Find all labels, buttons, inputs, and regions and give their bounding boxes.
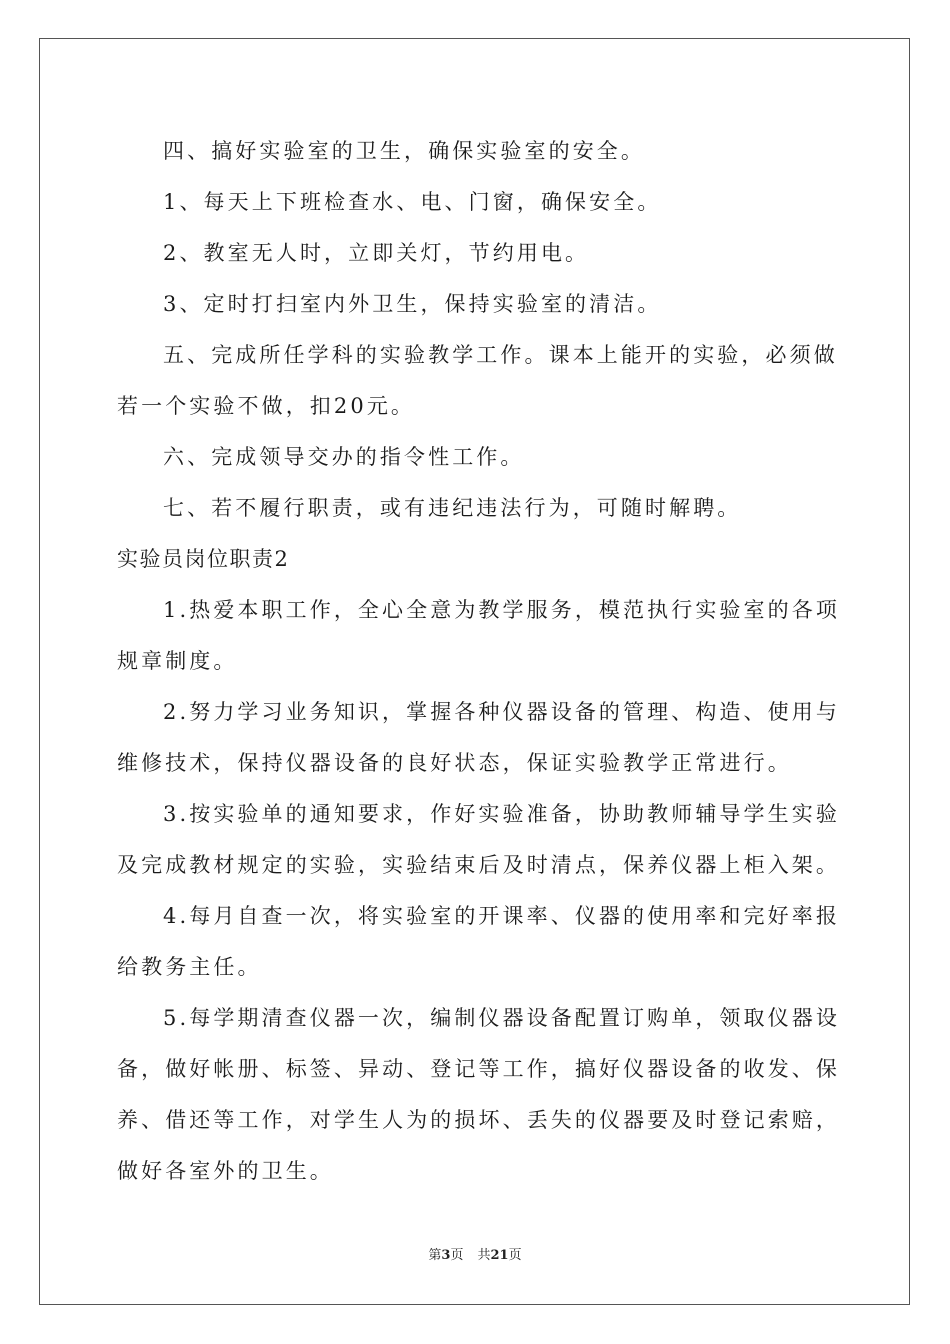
current-page-number: 3 bbox=[441, 1248, 451, 1263]
total-page-count: 21 bbox=[490, 1248, 509, 1263]
duty-1-line1: 1.热爱本职工作，全心全意为教学服务，模范执行实验室的各项 bbox=[163, 598, 840, 622]
duty-5-line1: 5.每学期清查仪器一次，编制仪器设备配置订购单，领取仪器设 bbox=[163, 1006, 840, 1030]
total-prefix: 共 bbox=[477, 1248, 491, 1263]
duty-5-line4: 做好各室外的卫生。 bbox=[117, 1159, 334, 1183]
paragraph-item-1: 1、每天上下班检查水、电、门窗，确保安全。 bbox=[163, 190, 662, 214]
document-body bbox=[117, 126, 840, 1197]
duty-4-line1: 4.每月自查一次，将实验室的开课率、仪器的使用率和完好率报 bbox=[163, 904, 840, 928]
duty-3-line2: 及完成教材规定的实验，实验结束后及时清点，保养仪器上柜入架。 bbox=[117, 853, 840, 877]
paragraph-item-3: 3、定时打扫室内外卫生，保持实验室的清洁。 bbox=[163, 292, 662, 316]
paragraph-section-six: 六、完成领导交办的指令性工作。 bbox=[163, 445, 525, 469]
duty-1-line2: 规章制度。 bbox=[117, 649, 238, 673]
page-prefix: 第 bbox=[428, 1248, 442, 1263]
duty-5-line3: 养、借还等工作，对学生人为的损坏、丢失的仪器要及时登记索赔， bbox=[117, 1108, 840, 1132]
duty-5-line2: 备，做好帐册、标签、异动、登记等工作，搞好仪器设备的收发、保 bbox=[117, 1057, 840, 1081]
section-heading: 实验员岗位职责2 bbox=[117, 547, 290, 571]
paragraph-section-five-line1: 五、完成所任学科的实验教学工作。课本上能开的实验，必须做 bbox=[163, 343, 838, 367]
page-footer bbox=[0, 1246, 950, 1266]
page-suffix: 页 bbox=[450, 1248, 464, 1263]
duty-2-line2: 维修技术，保持仪器设备的良好状态，保证实验教学正常进行。 bbox=[117, 751, 792, 775]
duty-2-line1: 2.努力学习业务知识，掌握各种仪器设备的管理、构造、使用与 bbox=[163, 700, 840, 724]
paragraph-item-2: 2、教室无人时，立即关灯，节约用电。 bbox=[163, 241, 590, 265]
paragraph-section-four: 四、搞好实验室的卫生，确保实验室的安全。 bbox=[163, 139, 645, 163]
paragraph-section-seven: 七、若不履行职责，或有违纪违法行为，可随时解聘。 bbox=[163, 496, 742, 520]
duty-4-line2: 给教务主任。 bbox=[117, 955, 262, 979]
total-suffix: 页 bbox=[508, 1248, 522, 1263]
paragraph-section-five-line2: 若一个实验不做，扣20元。 bbox=[117, 394, 416, 418]
duty-3-line1: 3.按实验单的通知要求，作好实验准备，协助教师辅导学生实验 bbox=[163, 802, 840, 826]
